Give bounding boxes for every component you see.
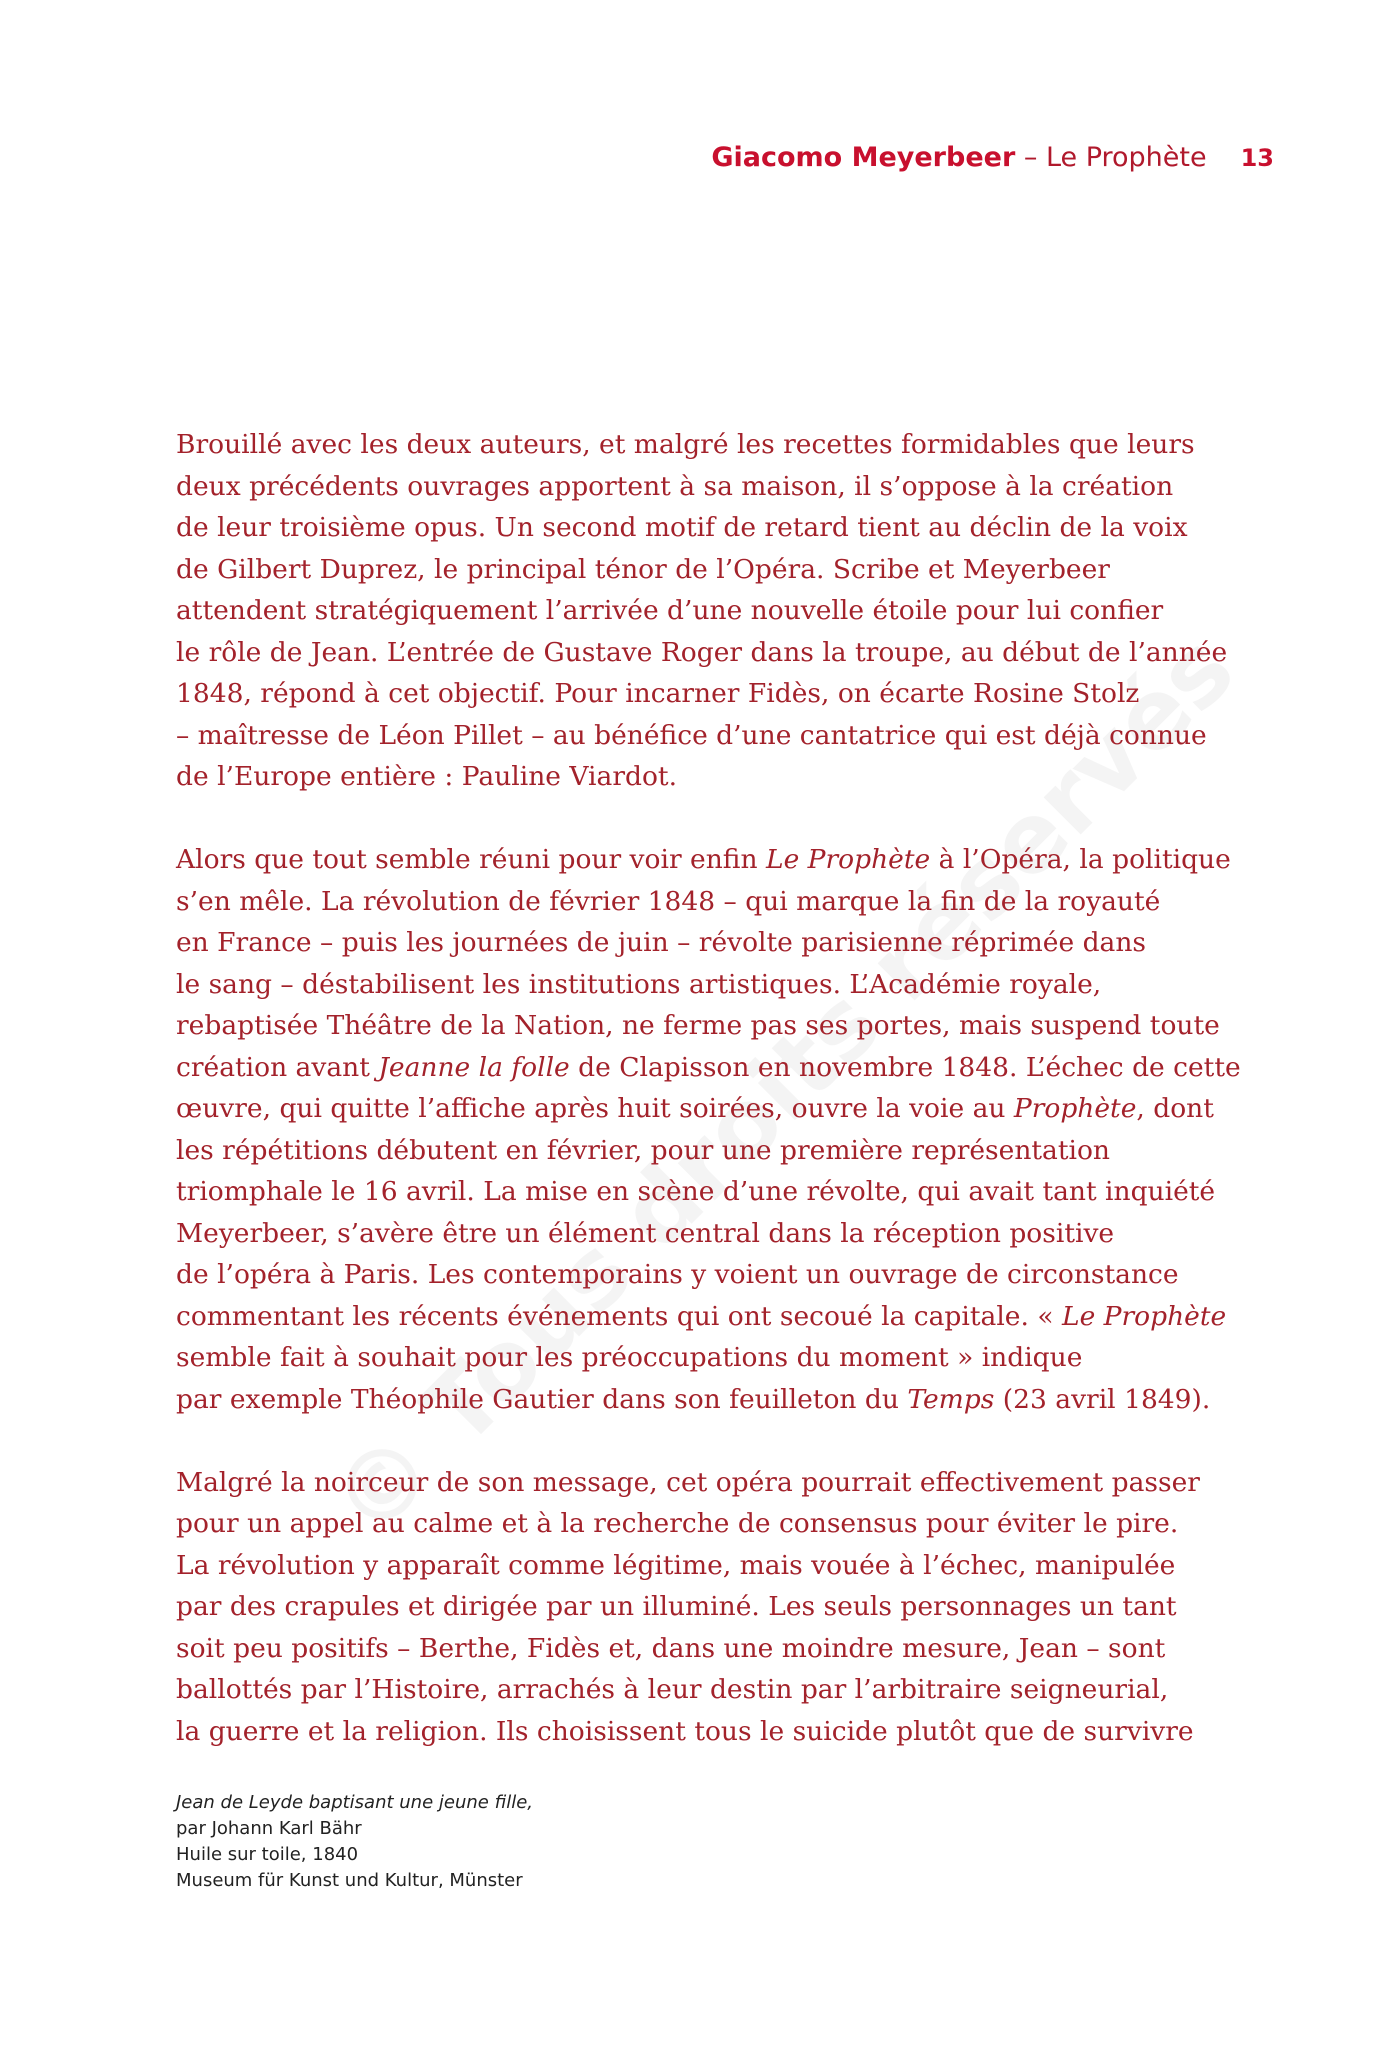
- text-line: [176, 424, 1216, 466]
- text-line: [176, 1047, 1241, 1089]
- italic-title: Prophète: [1013, 1093, 1137, 1124]
- text-line: [176, 1669, 1216, 1711]
- paragraph-gap: [176, 798, 1216, 840]
- paragraph: [176, 839, 1241, 1420]
- text-line: [176, 1296, 1227, 1338]
- running-head: [711, 138, 1274, 178]
- text-segment: les répétitions débutent en février, pour une première représentation: [176, 1134, 1110, 1166]
- caption-author: par Johann Karl Bähr: [176, 1818, 362, 1839]
- text-segment: ballottés par l’Histoire, arrachés à leur destin par l’arbitraire seigneurial,: [176, 1674, 1169, 1705]
- text-segment: triomphale le 16 avril. La mise en scène d’une révolte, qui avait tant inquiété: [176, 1176, 1216, 1207]
- paragraph: [176, 424, 1228, 798]
- italic-title: Temps: [907, 1383, 995, 1415]
- text-line: [176, 466, 1216, 508]
- text-line: [176, 1213, 1216, 1255]
- text-segment: Meyerbeer, s’avère être un élément central dans la réception positive: [176, 1217, 1115, 1249]
- text-segment: par des crapules et dirigée par un illuminé. Les seuls personnages un tant: [176, 1591, 1177, 1622]
- caption-title: Jean de Leyde baptisant une jeune fille,: [176, 1792, 534, 1813]
- running-head-composer: Giacomo Meyerbeer: [711, 142, 1016, 173]
- text-segment: œuvre, qui quitte l’affiche après huit soirées, ouvre la voie au: [176, 1093, 1014, 1124]
- text-segment: le rôle de Jean. L’entrée de Gustave Roger dans la troupe, au début de l’année: [176, 636, 1228, 668]
- text-line: [176, 590, 1216, 632]
- figure-caption: [176, 1790, 876, 1894]
- text-segment: de l’Europe entière : Pauline Viardot.: [176, 761, 677, 792]
- text-line: [176, 1337, 1216, 1379]
- text-line: [176, 1545, 1216, 1587]
- text-line: [176, 715, 1216, 757]
- page-number: 13: [1240, 144, 1274, 172]
- text-segment: soit peu positifs – Berthe, Fidès et, dans une moindre mesure, Jean – sont: [176, 1632, 1166, 1664]
- text-line: [176, 507, 1216, 549]
- text-segment: , dont: [1136, 1093, 1214, 1124]
- caption-location: Museum für Kunst und Kultur, Münster: [176, 1870, 523, 1891]
- text-segment: (23 avril 1849).: [994, 1383, 1211, 1415]
- text-line: [176, 839, 1231, 881]
- running-head-work-title: Le Prophète: [1045, 142, 1207, 173]
- caption-medium: Huile sur toile, 1840: [176, 1844, 359, 1865]
- text-segment: Alors que tout semble réuni pour voir enfin: [176, 844, 766, 875]
- text-segment: rebaptisée Théâtre de la Nation, ne ferme pas ses portes, mais suspend toute: [176, 1010, 1220, 1041]
- text-line: [176, 922, 1216, 964]
- text-segment: à l’Opéra, la politique: [930, 844, 1231, 875]
- paragraph: [176, 1462, 1216, 1753]
- text-segment: en France – puis les journées de juin – révolte parisienne réprimée dans: [176, 927, 1146, 958]
- text-segment: le sang – déstabilisent les institutions artistiques. L’Académie royale,: [176, 968, 1102, 1000]
- text-line: [176, 1462, 1216, 1504]
- text-line: [176, 1628, 1216, 1670]
- text-segment: – maîtresse de Léon Pillet – au bénéfice d’une cantatrice qui est déjà connue: [176, 719, 1207, 751]
- text-segment: 1848, répond à cet objectif. Pour incarner Fidès, on écarte Rosine Stolz: [176, 678, 1140, 709]
- text-line: [176, 632, 1228, 674]
- text-line: [176, 756, 1216, 798]
- text-segment: semble fait à souhait pour les préoccupations du moment » indique: [176, 1342, 1083, 1373]
- text-segment: par exemple Théophile Gautier dans son feuilleton du: [176, 1383, 908, 1415]
- text-segment: La révolution y apparaît comme légitime, mais vouée à l’échec, manipulée: [176, 1549, 1176, 1581]
- text-line: [176, 1130, 1216, 1172]
- italic-title: Le Prophète: [1061, 1300, 1227, 1332]
- text-segment: attendent stratégiquement l’arrivée d’une nouvelle étoile pour lui confier: [176, 595, 1164, 626]
- paragraph-gap: [176, 1420, 1216, 1462]
- body-text: [176, 424, 1241, 1752]
- text-segment: Malgré la noirceur de son message, cet opéra pourrait effectivement passer: [176, 1466, 1200, 1498]
- text-segment: Brouillé avec les deux auteurs, et malgré les recettes formidables que leurs: [176, 429, 1195, 460]
- text-line: [176, 1586, 1216, 1628]
- text-segment: commentant les récents événements qui ont secoué la capitale. «: [176, 1300, 1062, 1332]
- text-segment: de Gilbert Duprez, le principal ténor de l’Opéra. Scribe et Meyerbeer: [176, 553, 1110, 585]
- text-line: [176, 1379, 1216, 1421]
- text-segment: pour un appel au calme et à la recherche de consensus pour éviter le pire.: [176, 1508, 1179, 1539]
- text-segment: création avant: [176, 1051, 379, 1083]
- text-segment: de Clapisson en novembre 1848. L’échec de cette: [569, 1051, 1241, 1083]
- italic-title: Le Prophète: [765, 844, 931, 875]
- text-segment: la guerre et la religion. Ils choisissent tous le suicide plutôt que de survivre: [176, 1715, 1194, 1747]
- text-segment: de leur troisième opus. Un second motif de retard tient au déclin de la voix: [176, 512, 1188, 543]
- italic-title: Jeanne la folle: [378, 1051, 570, 1083]
- text-line: [176, 549, 1216, 591]
- text-segment: deux précédents ouvrages apportent à sa maison, il s’oppose à la création: [176, 470, 1174, 502]
- text-line: [176, 964, 1216, 1006]
- text-segment: s’en mêle. La révolution de février 1848 – qui marque la fin de la royauté: [176, 885, 1161, 917]
- text-line: [176, 1711, 1216, 1753]
- text-line: [176, 1503, 1216, 1545]
- text-line: [176, 673, 1216, 715]
- text-line: [176, 881, 1216, 923]
- running-head-separator: –: [1015, 142, 1046, 173]
- text-segment: de l’opéra à Paris. Les contemporains y voient un ouvrage de circonstance: [176, 1259, 1179, 1290]
- text-line: [176, 1171, 1216, 1213]
- text-line: [176, 1088, 1216, 1130]
- text-line: [176, 1005, 1220, 1047]
- text-line: [176, 1254, 1216, 1296]
